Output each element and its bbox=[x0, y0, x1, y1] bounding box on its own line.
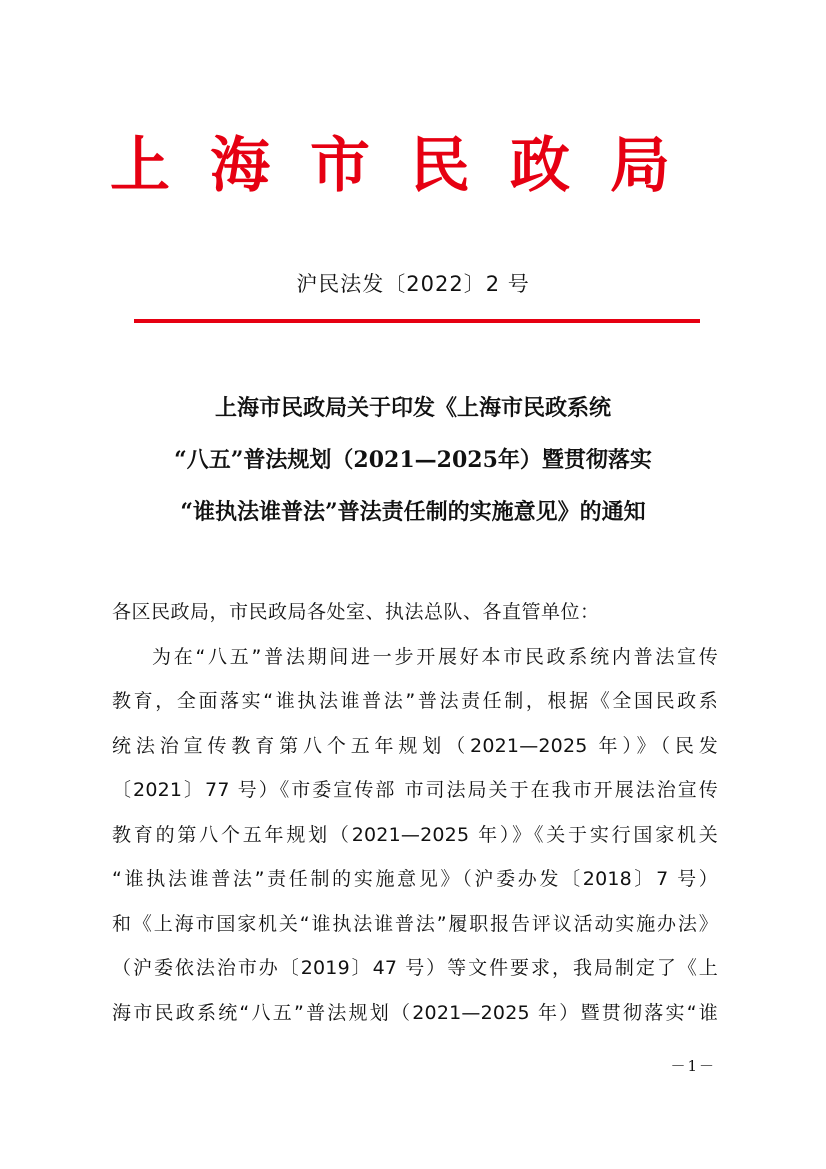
body-line: 和《上海市国家机关“谁执法谁普法”履职报告评议活动实施办法》 bbox=[112, 912, 718, 935]
body-line: 〔2021〕77 号）《市委宣传部 市司法局关于在我市开展法治宣传 bbox=[112, 779, 718, 801]
masthead-char: 海 bbox=[210, 131, 270, 201]
masthead-char: 政 bbox=[510, 131, 570, 201]
masthead-char: 局 bbox=[610, 131, 670, 201]
salutation: 各区民政局，市民政局各处室、执法总队、各直管单位： bbox=[112, 601, 600, 623]
body-line: 统法治宣传教育第八个五年规划（2021—2025 年）》（民发 bbox=[112, 734, 718, 757]
masthead-char: 市 bbox=[310, 131, 370, 201]
document-title bbox=[100, 382, 726, 538]
title-line: “谁执法谁普法”普法责任制的实施意见》的通知 bbox=[180, 499, 646, 525]
title-line: 上海市民政局关于印发《上海市民政系统 bbox=[214, 395, 611, 421]
title-line: “八五”普法规划（2021—2025年）暨贯彻落实 bbox=[174, 447, 652, 473]
body-line: 教育的第八个五年规划（2021—2025 年）》《关于实行国家机关 bbox=[112, 823, 718, 846]
body-line: “谁执法谁普法”责任制的实施意见》（沪委办发〔2018〕7 号） bbox=[112, 868, 718, 890]
masthead-char: 民 bbox=[410, 131, 470, 201]
body-paragraph bbox=[112, 635, 718, 1036]
page-number: －1－ bbox=[670, 1057, 716, 1075]
issuer-masthead bbox=[110, 126, 670, 206]
body-line: 海市民政系统“八五”普法规划（2021—2025 年）暨贯彻落实“谁 bbox=[112, 1001, 718, 1024]
document-body bbox=[112, 590, 718, 1035]
body-line: （沪委依法治市办〔2019〕47 号）等文件要求，我局制定了《上 bbox=[112, 957, 718, 979]
red-separator-line bbox=[134, 319, 700, 323]
body-line: 教育，全面落实“谁执法谁普法”普法责任制，根据《全国民政系 bbox=[112, 690, 718, 712]
masthead-char: 上 bbox=[110, 131, 170, 201]
body-line: 为在“八五”普法期间进一步开展好本市民政系统内普法宣传 bbox=[152, 645, 718, 668]
document-number: 沪民法发〔2022〕2 号 bbox=[296, 272, 530, 296]
